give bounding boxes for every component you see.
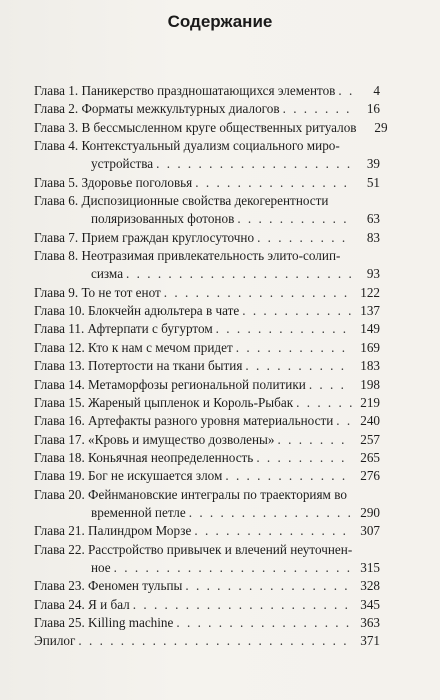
toc-entry-title (34, 137, 380, 155)
toc-entry-title (34, 541, 380, 559)
toc-page-number: 63 (366, 211, 380, 227)
dot-leader (283, 100, 352, 118)
toc-entry-text: Глава 6. Диспозиционные свойства декогерентности (34, 193, 329, 209)
toc-entry (34, 376, 380, 394)
toc-page-number: 29 (374, 119, 388, 135)
toc-entry-text: Глава 22. Расстройство привычек и влечений неуточнен- (34, 541, 353, 557)
toc-page-number: 276 (360, 468, 380, 484)
toc-entry-text: устройства (91, 156, 154, 172)
toc-entry (34, 486, 380, 523)
toc-entry (34, 229, 380, 247)
toc-entry-text: Глава 25. Killing machine (34, 614, 174, 630)
toc-entry (34, 577, 380, 595)
toc-entry-title (34, 339, 380, 357)
toc-page-number: 169 (360, 339, 380, 355)
dot-leader (237, 210, 352, 228)
toc-entry (34, 596, 380, 614)
toc-entry-title (34, 357, 380, 375)
toc-entry-text: Глава 4. Контекстуальный дуализм социального миро- (34, 138, 340, 154)
dot-leader (225, 467, 352, 485)
dot-leader (164, 284, 352, 302)
toc-entry (34, 302, 380, 320)
toc-entry-title-continuation (34, 265, 380, 283)
toc-entry-title (34, 467, 380, 485)
toc-page-number: 240 (360, 413, 380, 429)
dot-leader (278, 431, 352, 449)
toc-entry-text: сизма (91, 266, 124, 282)
dot-leader (156, 155, 352, 173)
toc-entry (34, 614, 380, 632)
toc-entry-text: Глава 17. «Кровь и имущество дозволены» (34, 431, 275, 447)
dot-leader (256, 449, 352, 467)
toc-entry-title-continuation (34, 210, 380, 228)
toc-page-number: 16 (366, 101, 380, 117)
toc-page-number: 83 (366, 229, 380, 245)
dot-leader (133, 596, 352, 614)
toc-entry (34, 284, 380, 302)
dot-leader (257, 229, 352, 247)
toc-entry-text: Глава 9. То не тот енот (34, 284, 161, 300)
toc-page-number: 198 (360, 376, 380, 392)
toc-page-number: 315 (360, 559, 380, 575)
toc-entry-title (34, 119, 388, 137)
toc-entry-title (34, 302, 380, 320)
toc-entry-text: Эпилог (34, 633, 76, 649)
toc-entry-text: Глава 24. Я и бал (34, 596, 130, 612)
toc-entry-text: Глава 18. Коньячная неопределенность (34, 449, 254, 465)
toc-entry-title (34, 577, 380, 595)
dot-leader (338, 82, 352, 100)
toc-entry-title (34, 596, 380, 614)
toc-page-number: 265 (360, 449, 380, 465)
toc-entry (34, 357, 380, 375)
dot-leader (309, 376, 352, 394)
toc-entry-text: Глава 12. Кто к нам с мечом придет (34, 339, 233, 355)
toc-entry-title (34, 412, 380, 430)
toc-page-number: 363 (360, 614, 380, 630)
toc-entry-text: Глава 20. Фейнмановские интегралы по траекториям во (34, 486, 347, 502)
toc-page-number: 122 (360, 284, 380, 300)
dot-leader (242, 302, 352, 320)
toc-entry (34, 449, 380, 467)
toc-entry-title (34, 82, 380, 100)
toc-page-number: 345 (360, 596, 380, 612)
toc-page-number: 51 (366, 174, 380, 190)
dot-leader (78, 632, 352, 650)
toc-entry-text: Глава 3. В бессмысленном круге общественных ритуалов (34, 119, 357, 135)
toc-entry (34, 339, 380, 357)
toc-entry (34, 100, 380, 118)
toc-entry (34, 522, 380, 540)
toc-entry (34, 247, 380, 284)
toc-entry-title-continuation (34, 504, 380, 522)
toc-entry-title (34, 229, 380, 247)
toc-entry (34, 431, 380, 449)
toc-entry-text: Глава 8. Неотразимая привлекательность элито-солип- (34, 248, 341, 264)
toc-entry-text: временной петле (91, 504, 186, 520)
toc-entry-title-continuation (34, 559, 380, 577)
toc-entry (34, 412, 380, 430)
toc-entry (34, 137, 380, 174)
toc-entry-title (34, 376, 380, 394)
toc-entry (34, 82, 380, 100)
toc-entry-title (34, 632, 380, 650)
toc-entry-title (34, 320, 380, 338)
table-of-contents (34, 82, 388, 651)
toc-entry-title (34, 614, 380, 632)
toc-entry-text: поляризованных фотонов (91, 211, 235, 227)
toc-page-number: 257 (360, 431, 380, 447)
toc-entry-text: Глава 7. Прием граждан круглосуточно (34, 229, 255, 245)
toc-page-number: 4 (373, 83, 380, 98)
dot-leader (216, 320, 352, 338)
toc-entry (34, 541, 380, 578)
toc-entry (34, 192, 380, 229)
toc-page-number: 290 (360, 504, 380, 520)
toc-page-number: 183 (360, 358, 380, 374)
toc-entry (34, 174, 380, 192)
toc-entry-title (34, 522, 380, 540)
dot-leader (189, 504, 352, 522)
dot-leader (245, 357, 352, 375)
toc-entry-title-continuation (34, 155, 380, 173)
toc-entry (34, 632, 380, 650)
toc-entry-title (34, 394, 380, 412)
toc-entry-title (34, 192, 380, 210)
toc-entry (34, 320, 380, 338)
toc-page-number: 39 (366, 156, 380, 172)
toc-page-number: 149 (360, 321, 380, 337)
toc-entry-text: Глава 15. Жареный цыпленок и Король-Рыбак (34, 394, 294, 410)
toc-entry-title (34, 247, 380, 265)
toc-entry-text: Глава 16. Артефакты разного уровня материальности (34, 413, 334, 429)
toc-entry-text: Глава 1. Паникерство праздношатающихся элементов (34, 83, 336, 98)
dot-leader (296, 394, 352, 412)
toc-entry-text: Глава 2. Форматы межкультурных диалогов (34, 101, 280, 117)
toc-entry (34, 394, 380, 412)
toc-entry-title (34, 100, 380, 118)
toc-entry-title (34, 486, 380, 504)
toc-page-number: 307 (360, 523, 380, 539)
toc-entry-title (34, 174, 380, 192)
toc-entry-text: Глава 21. Палиндром Морзе (34, 523, 192, 539)
dot-leader (194, 522, 352, 540)
toc-entry-text: Глава 5. Здоровье поголовья (34, 174, 193, 190)
toc-page-number: 328 (360, 578, 380, 594)
toc-entry-text: Глава 10. Блокчейн адюльтера в чате (34, 303, 240, 319)
dot-leader (336, 412, 352, 430)
dot-leader (114, 559, 352, 577)
toc-entry-title (34, 431, 380, 449)
toc-entry-text: Глава 14. Метаморфозы региональной политики (34, 376, 306, 392)
dot-leader (176, 614, 352, 632)
dot-leader (185, 577, 352, 595)
toc-entry-title (34, 449, 380, 467)
toc-entry-text: ное (91, 559, 111, 575)
toc-entry-text: Глава 23. Феномен тульпы (34, 578, 183, 594)
page-title: Содержание (167, 12, 273, 31)
toc-page-number: 371 (360, 633, 380, 649)
toc-page-number: 137 (360, 303, 380, 319)
toc-entry-text: Глава 13. Потертости на ткани бытия (34, 358, 243, 374)
toc-entry (34, 467, 380, 485)
dot-leader (195, 174, 352, 192)
toc-entry-text: Глава 11. Афтерпати с бугуртом (34, 321, 213, 337)
toc-entry-title (34, 284, 380, 302)
toc-entry (34, 119, 388, 137)
dot-leader (236, 339, 352, 357)
dot-leader (126, 265, 352, 283)
toc-entry-text: Глава 19. Бог не искушается злом (34, 468, 223, 484)
toc-page-number: 93 (366, 266, 380, 282)
toc-page-number: 219 (360, 394, 380, 410)
